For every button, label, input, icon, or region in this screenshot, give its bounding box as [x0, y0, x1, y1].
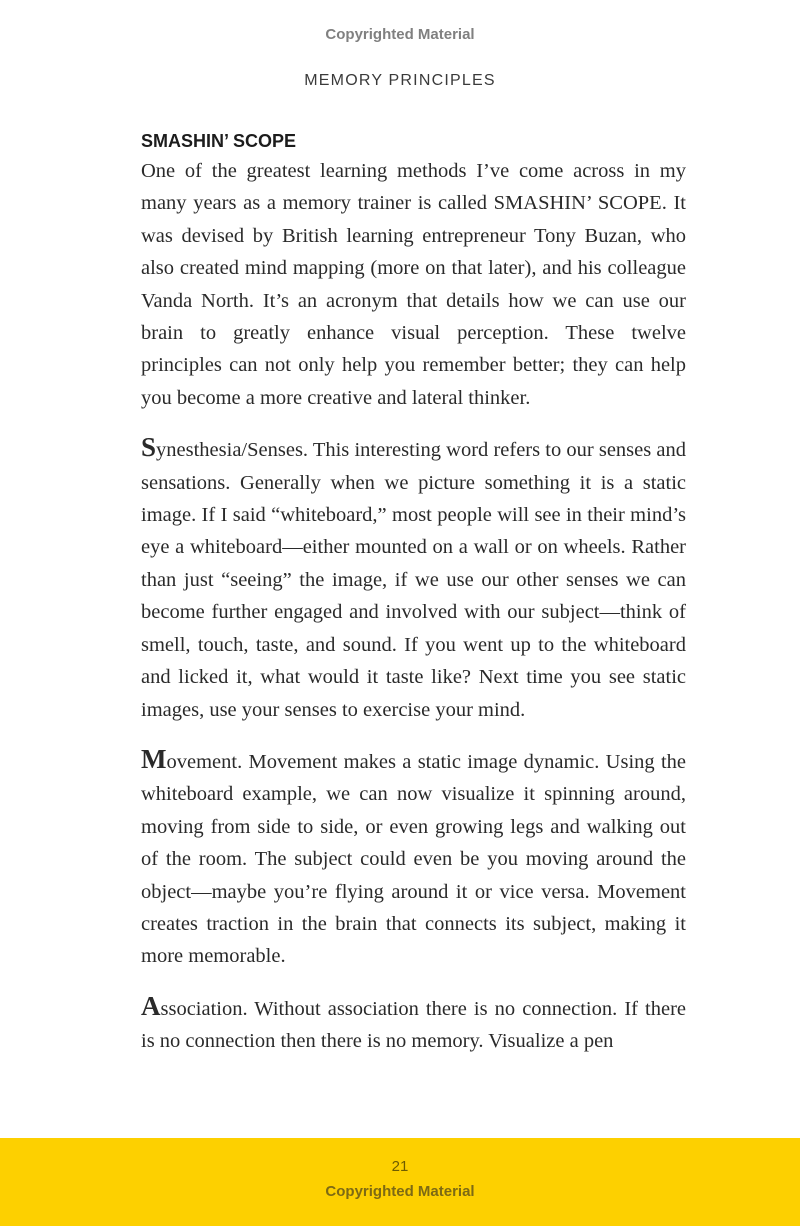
principle-initial: S — [141, 432, 157, 463]
footer-band — [0, 1138, 800, 1226]
principle-initial: A — [141, 990, 161, 1021]
section-heading: SMASHIN’ SCOPE — [141, 131, 297, 151]
copyright-notice-bottom: Copyrighted Material — [325, 1183, 475, 1200]
principle-text: ynesthesia/Senses. This interesting word refers to our senses and sensations. Generally when we picture something it is a static image. If I said “whiteboard,” most people will see in their mind’s eye a whiteboard—either mounted on a wall or on wheels. Rather than just “seeing” the image, if we use our other senses we can become further engaged and involved with our subject—think of smell, touch, taste, and sound. If you went up to the whiteboard and licked it, what would it taste like? Next time you see static images, use your senses to exercise your mind. — [141, 439, 686, 721]
principle-paragraph-association — [141, 990, 686, 1058]
copyright-notice-top: Copyrighted Material — [325, 26, 475, 43]
principle-text: ovement. Movement makes a static image dynamic. Using the whiteboard example, we can now visualize it spinning around, moving from side to side, or even growing legs and walking out of the room. The subject could even be you moving around the object—maybe you’re flying around it or vice versa. Movement creates traction in the brain that connects its subject, making it more memorable. — [141, 750, 686, 968]
principle-initial: M — [141, 743, 167, 774]
running-head: MEMORY PRINCIPLES — [304, 72, 496, 89]
page-number: 21 — [391, 1158, 409, 1175]
page-content — [141, 129, 686, 1058]
principle-paragraph-synesthesia — [141, 434, 686, 726]
principle-paragraph-movement — [141, 743, 686, 973]
intro-paragraph: One of the greatest learning methods I’ve come across in my many years as a memory trainer is called SMASHIN’ SCOPE. It was devised by British learning entrepreneur Tony Buzan, who also created mind mapping (more on that later), and his colleague Vanda North. It’s an acronym that details how we can use our brain to greatly enhance visual perception. These twelve principles can not only help you remember better; they can help you become a more creative and lateral thinker. — [141, 160, 686, 409]
principle-text: ssociation. Without association there is no connection. If there is no connection then there is no memory. Visualize a pen — [141, 997, 686, 1053]
